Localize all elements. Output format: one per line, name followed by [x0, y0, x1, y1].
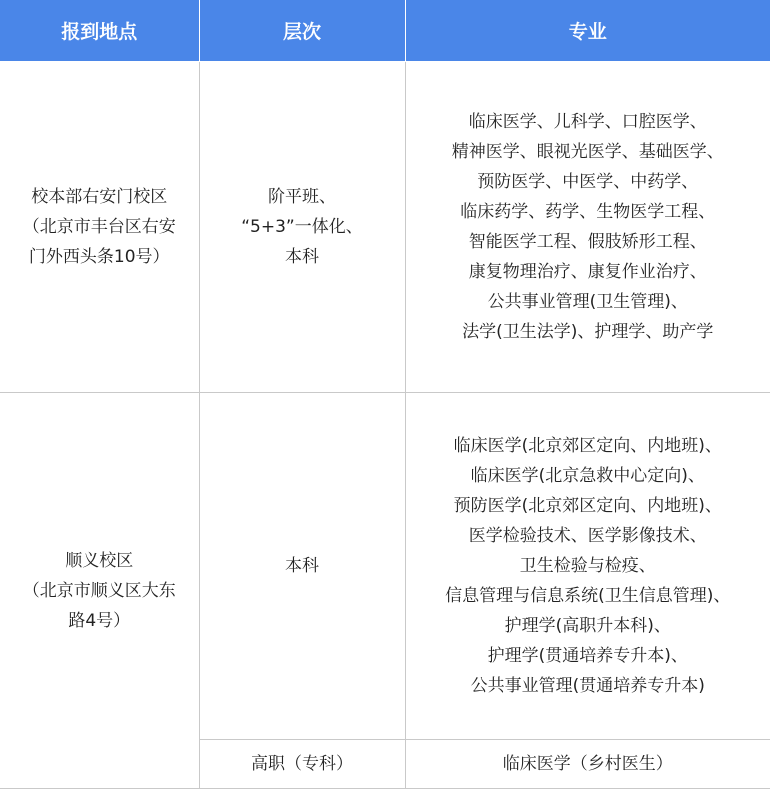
major-line: 临床医学（乡村医生） [406, 749, 770, 779]
location-cell [0, 62, 199, 393]
major-line: 精神医学、眼视光医学、基础医学、 [452, 137, 724, 167]
table-row [0, 393, 770, 740]
major-line: 临床医学(北京急救中心定向)、 [445, 461, 730, 491]
major-line: 信息管理与信息系统(卫生信息管理)、 [445, 581, 730, 611]
major-cell [405, 740, 770, 789]
major-line: 护理学(贯通培养专升本)、 [445, 641, 730, 671]
major-line: 临床医学、儿科学、口腔医学、 [452, 107, 724, 137]
major-line: 公共事业管理(卫生管理)、 [452, 287, 724, 317]
major-line: 法学(卫生法学)、护理学、助产学 [452, 317, 724, 347]
header-level: 层次 [199, 0, 405, 62]
major-line: 临床药学、药学、生物医学工程、 [452, 197, 724, 227]
major-line: 护理学(高职升本科)、 [445, 611, 730, 641]
location-line: （北京市顺义区大东 [23, 576, 176, 606]
location-line: 顺义校区 [23, 546, 176, 576]
level-line: 阶平班、 [241, 182, 363, 212]
location-cell [0, 393, 199, 789]
major-line: 公共事业管理(贯通培养专升本) [445, 671, 730, 701]
level-line: 本科 [241, 242, 363, 272]
location-line: （北京市丰台区右安 [23, 212, 176, 242]
location-line: 校本部右安门校区 [23, 182, 176, 212]
level-cell [199, 62, 405, 393]
level-line: 高职（专科） [200, 749, 405, 779]
level-cell [199, 740, 405, 789]
major-line: 卫生检验与检疫、 [445, 551, 730, 581]
major-line: 预防医学(北京郊区定向、内地班)、 [445, 491, 730, 521]
location-line: 路4号） [23, 606, 176, 636]
location-line: 门外西头条10号） [23, 242, 176, 272]
header-major: 专业 [405, 0, 770, 62]
header-location: 报到地点 [0, 0, 199, 62]
table-row [0, 62, 770, 393]
major-line: 康复物理治疗、康复作业治疗、 [452, 257, 724, 287]
major-cell [405, 62, 770, 393]
major-line: 预防医学、中医学、中药学、 [452, 167, 724, 197]
level-line: 本科 [285, 551, 319, 581]
major-line: 智能医学工程、假肢矫形工程、 [452, 227, 724, 257]
major-line: 临床医学(北京郊区定向、内地班)、 [445, 431, 730, 461]
header-row [0, 0, 770, 62]
major-line: 医学检验技术、医学影像技术、 [445, 521, 730, 551]
major-cell [405, 393, 770, 740]
level-line: “5+3”一体化、 [241, 212, 363, 242]
level-cell [199, 393, 405, 740]
